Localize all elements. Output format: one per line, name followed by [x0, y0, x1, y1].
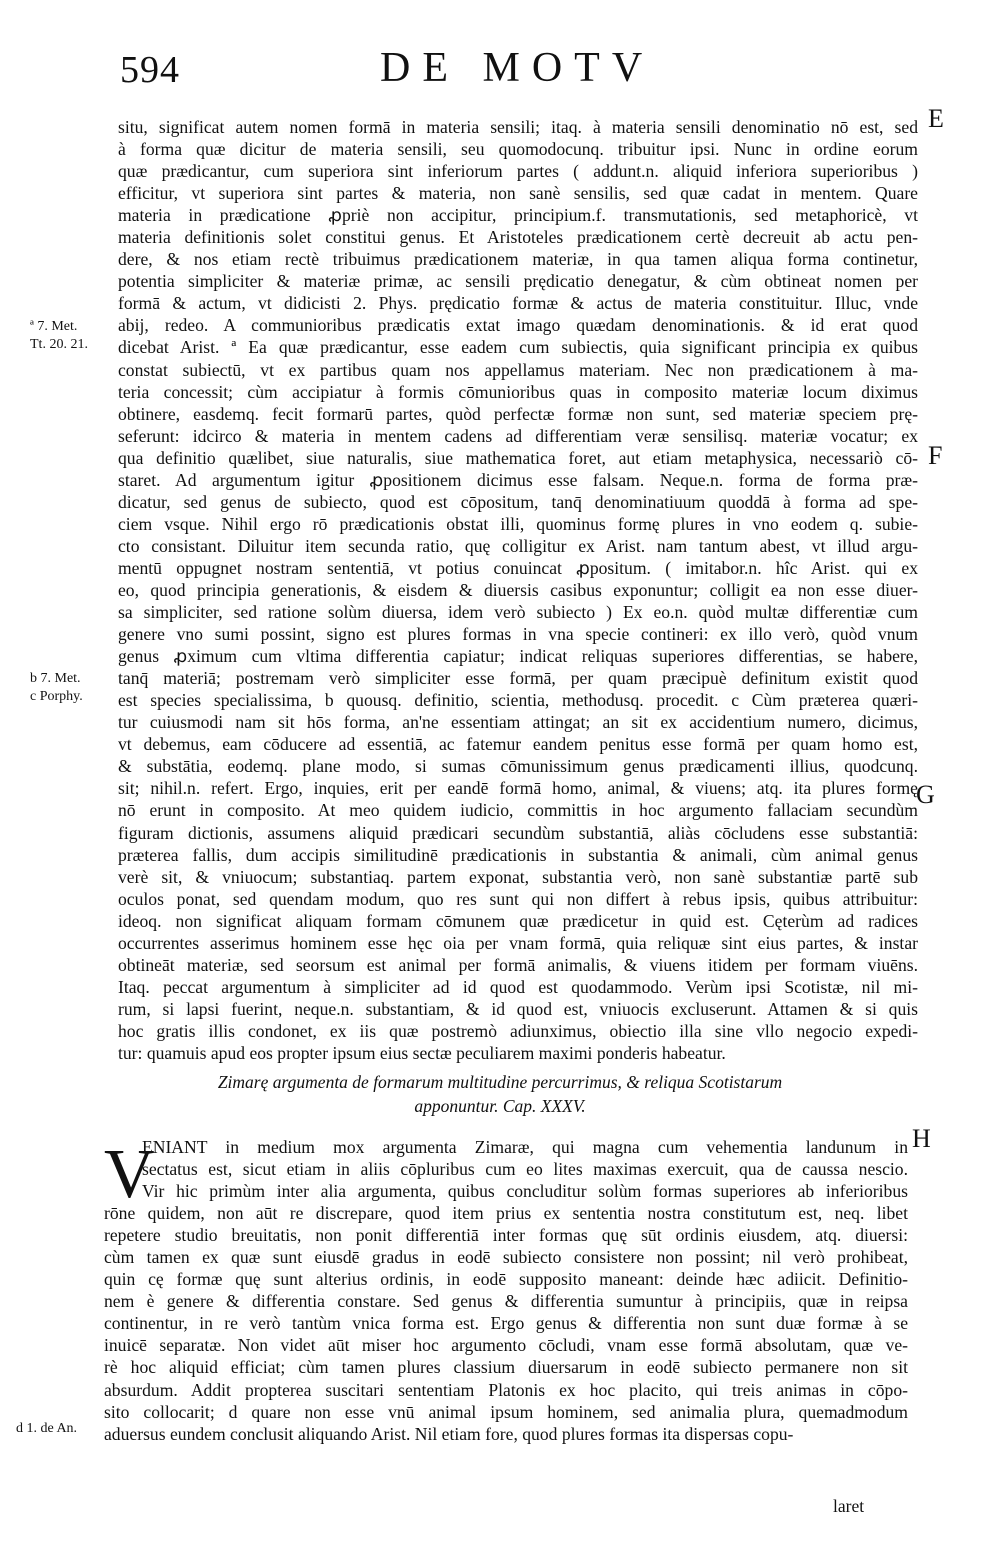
body-text-block-2: [104, 1136, 908, 1445]
text-line: ideoq. non significat aliquam formam cōmunem quæ prædicetur in quid est. Cęterùm ad radices: [118, 910, 918, 931]
text-line: nem è genere & differentia constare. Sed genus & differentia sumuntur à principiis, quæ in reipsa: [104, 1291, 908, 1312]
text-line: figuram dictionis, assumens aliquid prædicari secundùm substantiā, aliàs cōcludens esse substantiā:: [118, 822, 918, 843]
text-line: genus ꝓximum cum vltima differentia capiatur; indicat reliquas superiores differentias, se habere,: [118, 646, 918, 667]
text-line: est species specialissima, b quousq. definitio, scientia, methodusq. procedit. c Cùm præterea quæri-: [118, 690, 918, 711]
text-line: tur: quamuis apud eos propter ipsum eius sectæ peculiarem maximi ponderis habeatur.: [118, 1042, 726, 1063]
text-line: genere vno sumi possint, signo est plures formas in vna specie contineri: ex illo verò, quòd vnum: [118, 624, 918, 645]
text-line: tanq̄ materiā; postremam verò simpliciter esse formā, per quam præcipuè definitum existit quod: [118, 668, 918, 689]
text-line: occurrentes asserimus hominem esse hęc oia per vnam formā, quia reliquæ sint eius partes, & instar: [118, 932, 918, 953]
text-line: præterea fallis, dum accipis similitudinē prædicationis in substantia & animali, cùm animal genus: [118, 844, 918, 865]
text-line: qua definitio quælibet, siue naturalis, siue mathematica foret, aut etiam metaphysica, necessariò cō-: [118, 447, 918, 468]
text-line: absurdum. Addit propterea suscitari sententiam Platonis ex hoc placito, qui treis animas in cōpo-: [104, 1379, 908, 1400]
text-line: à forma quæ dicitur de materia sensili, seu quomodocunq. tribuitur ipsi. Nunc in ordine eorum: [118, 139, 918, 160]
text-line: seferunt: idcirco & materia in mentem cadens ad differentiam veræ sensilisq. materiæ vocatur; ex: [118, 425, 918, 446]
margin-letter-e: E: [928, 104, 944, 133]
catchword: laret: [833, 1496, 865, 1516]
page-number: 594: [120, 49, 180, 91]
margin-note-ref-1: [30, 318, 88, 354]
drop-cap: V: [104, 1136, 155, 1213]
text-line: continentur, in re verò tantùm vnica forma est. Ergo genus & differentia non sunt duæ formæ à se: [104, 1313, 908, 1334]
text-line: Vir hic primùm inter alia argumenta, quibus concluditur solùm formas superiores ab inferioribus: [142, 1181, 908, 1202]
text-line: materia in prædicatione ꝓpriè non accipitur, principium.f. transmutationis, sed metaphoricè, vt: [118, 205, 918, 226]
margin-note-line: c Porphy.: [30, 689, 83, 704]
text-line: constat subiectū, vt ex partibus quam nos appellamus materiam. Nec non prædicationem à ma-: [118, 359, 918, 380]
margin-note-ref-3: d 1. de An.: [16, 1421, 78, 1436]
text-line: staret. Ad argumentum igitur ꝓpositionem dicimus esse falsam. Neque.n. forma de forma præ-: [118, 469, 918, 490]
margin-note-line: Tt. 20. 21.: [30, 337, 88, 352]
text-line: formā & actum, vt didicisti 2. Phys. prędicatio formæ & actus de materia constituitur. Illuc, vnde: [118, 293, 918, 314]
text-line: & substātia, eodemq. plane modo, si sumas cōmunissimum genus prædicamenti illius, quodcunq.: [118, 756, 918, 777]
text-line: situ, significat autem nomen formā in materia sensili; itaq. à materia sensili denominatio nō est, sed: [118, 117, 918, 137]
text-line: obtinere, easdemq. fecit formarū partes, quòd perfectæ formæ non sunt, sed materiæ speciem prę-: [118, 403, 918, 424]
text-line: materia definitionis solet constitui genus. Et Aristoteles prædicationem certè decreuit ab actu pen-: [118, 227, 918, 248]
margin-letter-g: G: [916, 780, 935, 809]
text-line: quæ prædicantur, cum superiora sint inferiorum partes ( addunt.n. aliquid inferiora superioribus ): [118, 161, 918, 182]
text-line: ENIANT in medium mox argumenta Zimaræ, qui magna cum vehementia landunum in: [142, 1137, 908, 1157]
text-line: hoc gratis illis condonet, ex iis quæ postremò adiunximus, obiectio illa sine vllo negocio expedi-: [118, 1020, 918, 1041]
text-line: nō erunt in composito. At meo quidem iudicio, committis in hoc argumento fallaciam secundùm: [118, 800, 918, 821]
text-line: dere, & nos etiam rectè tribuimus prædicationem materiæ, in qua tamen aliqua forma continetur,: [118, 249, 918, 270]
text-line: teria concessit; cùm accipiatur à formis cōmunioribus quas in composito materiæ locum diximus: [118, 381, 918, 402]
text-line: rōne quidem, non aūt re discrepare, quod item prius ex sententia nostra constitutum est, neq. libet: [104, 1203, 908, 1224]
text-line: vt debemus, eam cōducere ad essentiā, ac fatemur eandem penitus esse formā per quam homo est,: [118, 734, 918, 755]
body-text-block-1: [118, 116, 918, 1064]
text-line: repetere studio breuitatis, non ponit differentiā inter formas quę sūt ordinis eiusdem, atq. diuersi:: [104, 1225, 908, 1246]
margin-note-ref-2: [30, 670, 83, 706]
text-line: sectatus est, sicut etiam in aliis cōpluribus cum eo lites maximas exercuit, qua de caussa nescio.: [142, 1159, 908, 1180]
text-line: quin cę formæ quę sunt alterius ordinis, in eodē supposito maneant: deinde hæc adiicit. Definitio-: [104, 1269, 908, 1290]
margin-note-line: b 7. Met.: [30, 671, 81, 686]
section-heading: [160, 1070, 840, 1118]
margin-letter-f: F: [928, 441, 943, 470]
section-heading-line-2: apponuntur. Cap. XXXV.: [414, 1096, 586, 1116]
text-line: verè sit, & vniuocum; substantiaq. partem exponat, substantia verò, non sanè substantiæ partē sub: [118, 866, 918, 887]
text-line: rè hoc aliquid efficiat; cùm tamen plures classium diuersarum in eodē subiecto permanere non sit: [104, 1357, 908, 1378]
text-line: abij, redeo. A communioribus prædicatis extat imago quædam denominationis. & id erat quod: [118, 315, 918, 336]
text-line: efficitur, vt superiora sint partes & materia, non sanè sensilis, sed quæ cadat in mentem. Quare: [118, 183, 918, 204]
text-line: cto consistant. Diluitur item secunda ratio, quę colligitur ex Arist. nam tantum abest, vt illud argu-: [118, 535, 918, 556]
text-line: sa simpliciter, sed ratione solùm diuersa, idem verò subiecto ) Ex eo.n. quòd multæ differentiæ cum: [118, 602, 918, 623]
text-line: potentia simpliciter & materiæ primæ, ac sensili prędicatio denegatur, & cùm obtineat nomen per: [118, 271, 918, 292]
section-heading-line-1: Zimarę argumenta de formarum multitudine percurrimus, & reliqua Scotistarum: [217, 1072, 783, 1092]
text-line: aduersus eundem conclusit aliquando Arist. Nil etiam fore, quod plures formas ita dispersas copu-: [104, 1423, 794, 1444]
text-line: dicebat Arist. ª Ea quæ prædicantur, esse eadem cum subiectis, quia significant principia ex quibus: [118, 337, 918, 358]
text-line: rum, si lapsi fuerint, neque.n. substantiam, & id quod est, vniuocis excluserunt. Attamen & si quis: [118, 998, 918, 1019]
text-line: mentū oppugnet nostram sententiā, vt potius conuincat ꝓpositum. ( imitabor.n. hîc Arist. qui ex: [118, 557, 918, 578]
text-line: tur cuiusmodi nam sit hōs forma, an'ne essentiam attingat; an sit ex accidentium numero, dicimus,: [118, 712, 918, 733]
text-line: eo, quod principia generationis, & eisdem & diuersis casibus exponuntur; colligit ea non esse diuer-: [118, 579, 918, 600]
text-line: dicatur, sed genus de subiecto, quod est cōpositum, tanq̄ denominatiuum quoddā à forma ad spe-: [118, 491, 918, 512]
text-line: sito collocarit; d quare non esse vnū animal ipsum hominem, sed animalia plura, quemadmodum: [104, 1401, 908, 1422]
text-line: cùm tamen ex quæ sunt eiusdē gradus in eodē subiecto consistere non possint; nil verò prohibeat,: [104, 1247, 908, 1268]
text-line: obtineāt materiæ, sed seorsum est animal per formā animalis, & viuens itidem per formam viuēns.: [118, 954, 918, 975]
text-line: Itaq. peccat argumentum à simpliciter ad id quod est quodammodo. Verùm ipsi Scotistæ, nil mi-: [118, 976, 918, 997]
text-line: ciem vsque. Nihil ergo rō prædicationis obstat illi, quominus formę plures in vno eodem q. subie-: [118, 513, 918, 534]
margin-note-line: ª 7. Met.: [30, 319, 78, 334]
text-line: oculos ponat, sed quendam modum, quo res sunt qui non differt à rebus ipsis, quibus attribuitur:: [118, 888, 918, 909]
text-line: inuicē separatæ. Non videt aūt miser hoc argumento cōcludi, vnam esse formā absolutam, quæ ve-: [104, 1335, 908, 1356]
margin-letter-h: H: [912, 1124, 931, 1153]
text-line: sit; nihil.n. refert. Ergo, inquies, erit per eandē formā homo, animal, & viuens; atq. ita plures formę: [118, 778, 918, 799]
running-head: DE MOTV: [380, 45, 655, 91]
